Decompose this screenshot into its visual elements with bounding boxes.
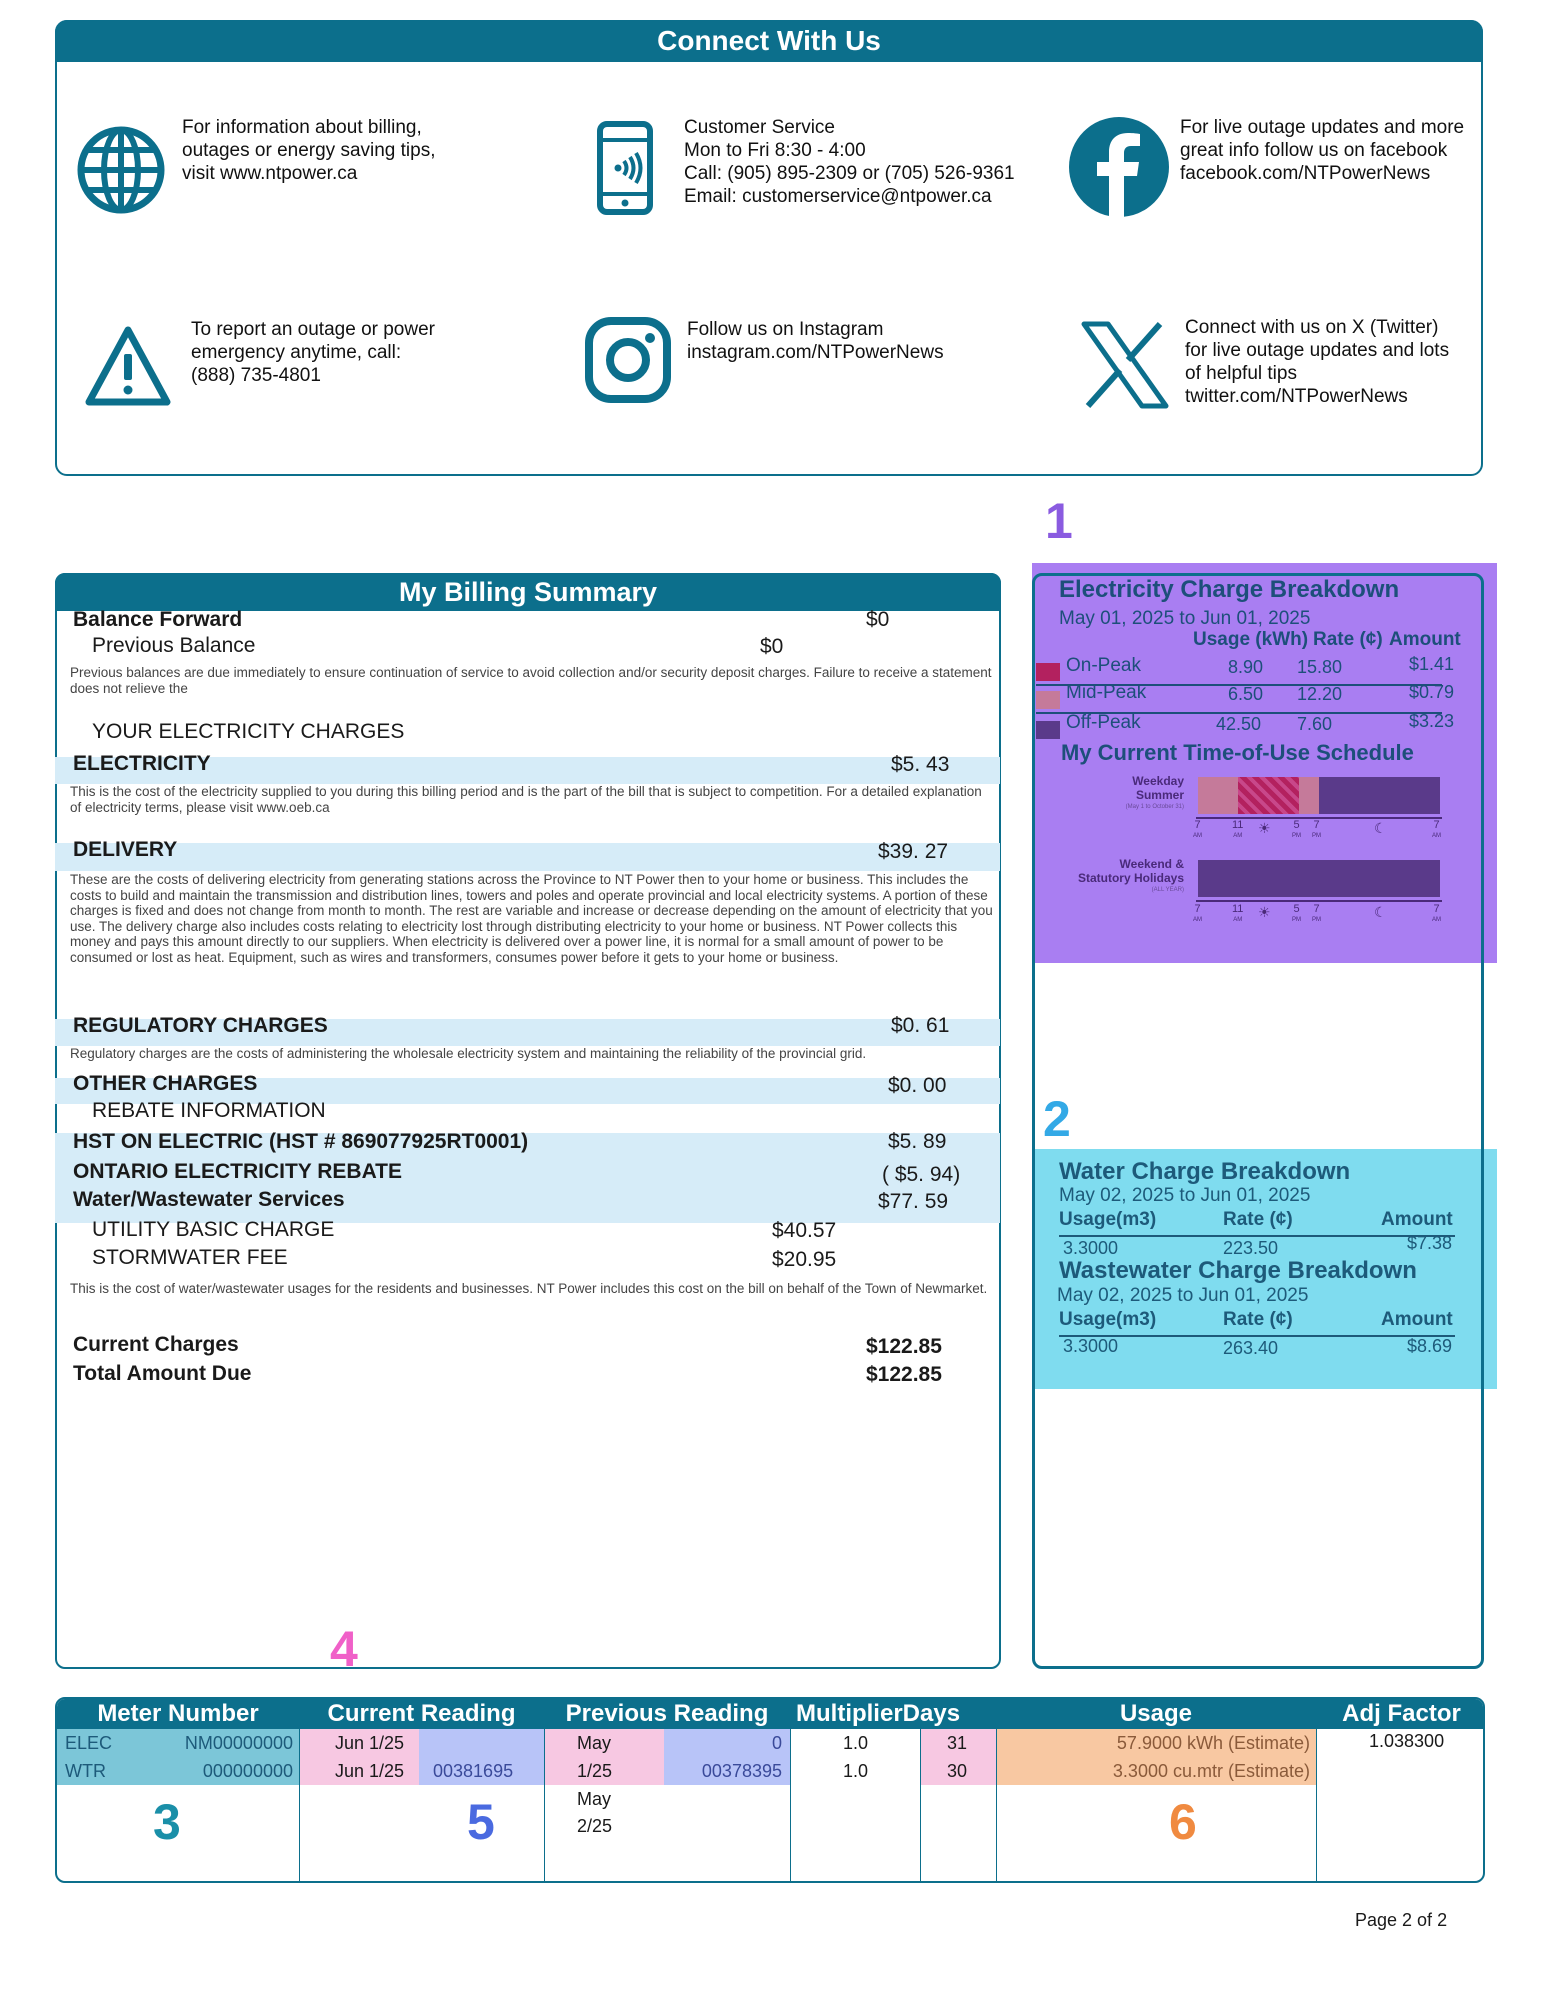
water-col-amount: Amount (1381, 1209, 1453, 1230)
previous-reading-date: May (577, 1733, 612, 1753)
tick-value: 5 (1293, 819, 1300, 831)
water-rate: 223.50 (1223, 1238, 1279, 1258)
water-col-rate: Rate (¢) (1223, 1209, 1293, 1230)
warning-icon (84, 324, 172, 408)
tick-sub: AM (1193, 917, 1202, 923)
weekday-label (1120, 774, 1184, 802)
facebook-icon (1068, 116, 1170, 218)
mid-peak-swatch (1036, 691, 1060, 709)
meter-reading-table (55, 1697, 1485, 1883)
wastewater-usage: 3.3000 (1063, 1336, 1119, 1356)
connect-title: Connect With Us (55, 20, 1483, 62)
tou-tick (1312, 904, 1321, 926)
wastewater-col-rate: Rate (¢) (1223, 1309, 1293, 1330)
previous-balance-value: $0 (760, 635, 784, 658)
column-divider (299, 1729, 300, 1881)
tou-tick (1232, 904, 1243, 926)
moon-icon: ☾ (1374, 904, 1387, 920)
tick-sub: AM (1193, 833, 1202, 839)
tou-on-peak-bar (1238, 777, 1299, 814)
wastewater-col-amount: Amount (1381, 1309, 1453, 1330)
weekend-label-line: Weekend & (1119, 857, 1184, 871)
column-divider (920, 1729, 921, 1881)
tou-mid-peak-bar (1198, 777, 1238, 814)
adj-factor-value: 1.038300 (1369, 1731, 1445, 1751)
water-col-usage: Usage(m3) (1059, 1209, 1157, 1230)
total-amount-due-label: Total Amount Due (73, 1362, 252, 1385)
row-divider (1059, 1235, 1455, 1237)
previous-reading-value: 00378395 (701, 1761, 782, 1781)
tick-sub: AM (1432, 917, 1441, 923)
column-divider (790, 1729, 791, 1881)
electricity-note: This is the cost of the electricity supplied to you during this billing period and is the part of the bill that is subject to competition. For a detailed explanation of electricity terms, please visit www.oeb.ca (70, 784, 982, 815)
current-reading-date: Jun 1/25 (335, 1733, 405, 1753)
current-reading-value: 00381695 (433, 1761, 514, 1781)
water-usage: 3.3000 (1063, 1238, 1119, 1258)
wastewater-breakdown-period: May 02, 2025 to Jun 01, 2025 (1057, 1285, 1309, 1306)
tick-value: 7 (1433, 819, 1440, 831)
water-amount: $7.38 (1407, 1233, 1453, 1253)
water-breakdown-title: Water Charge Breakdown (1059, 1158, 1351, 1185)
sun-icon: ☀ (1258, 820, 1271, 836)
connect-facebook-text (1180, 116, 1464, 185)
weekday-label-line: Weekday (1132, 774, 1184, 788)
utility-basic-charge-value: $40.57 (772, 1219, 837, 1242)
column-divider (1316, 1729, 1317, 1881)
weekday-label-line: Summer (1135, 788, 1184, 802)
multiplier: 1.0 (843, 1733, 869, 1753)
connect-instagram-text (687, 318, 944, 364)
off-peak-amount: $3.23 (1409, 711, 1455, 731)
mid-peak-amount: $0.79 (1409, 682, 1455, 702)
tick-value: 11 (1232, 819, 1244, 831)
days: 31 (947, 1733, 968, 1753)
header-usage: Usage (996, 1699, 1316, 1729)
current-charges-label: Current Charges (73, 1333, 239, 1356)
tick-value: 11 (1232, 903, 1244, 915)
col-usage-kwh: Usage (kWh) (1193, 629, 1309, 650)
regulatory-value: $0. 61 (891, 1014, 950, 1037)
electricity-breakdown-title: Electricity Charge Breakdown (1059, 576, 1400, 603)
meter-type: ELEC (65, 1733, 113, 1753)
tick-sub: AM (1233, 833, 1243, 839)
wastewater-rate: 263.40 (1223, 1338, 1279, 1358)
current-reading-date: Jun 1/25 (335, 1761, 405, 1781)
off-peak-rate: 7.60 (1297, 714, 1333, 734)
charge-breakdown-panel (1032, 573, 1484, 1669)
balance-forward-label: Balance Forward (73, 608, 243, 631)
water-services-value: $77. 59 (878, 1190, 949, 1213)
header-adj-factor: Adj Factor (1316, 1699, 1485, 1729)
tick-value: 7 (1313, 819, 1320, 831)
meter-id: 000000000 (202, 1761, 293, 1781)
delivery-band (55, 843, 1000, 871)
previous-reading-value: 0 (771, 1733, 782, 1753)
marker-5: 5 (467, 1794, 495, 1850)
marker-3: 3 (153, 1794, 181, 1850)
tou-weekend-off-peak-bar (1198, 860, 1440, 897)
text-line: For live outage updates and more (1180, 117, 1465, 138)
wastewater-amount: $8.69 (1407, 1336, 1453, 1356)
row-divider (1059, 1335, 1455, 1337)
tou-mid-peak-bar (1299, 777, 1319, 814)
tick-value: 7 (1313, 903, 1320, 915)
ontario-electricity-rebate-value: ( $5. 94) (882, 1163, 961, 1186)
usage-value: 57.9000 kWh (Estimate) (1116, 1733, 1310, 1753)
x-twitter-icon (1080, 320, 1170, 410)
sun-icon: ☀ (1258, 904, 1271, 920)
tick-sub: AM (1432, 833, 1441, 839)
mid-peak-label: Mid-Peak (1066, 682, 1147, 703)
on-peak-usage: 8.90 (1228, 657, 1264, 677)
text-line[interactable]: instagram.com/NTPowerNews (687, 342, 944, 363)
utility-basic-charge-label: UTILITY BASIC CHARGE (92, 1218, 335, 1241)
on-peak-label: On-Peak (1066, 655, 1141, 676)
text-line: To report an outage or power (191, 319, 435, 340)
phone-icon (596, 120, 654, 216)
connect-twitter-text (1185, 316, 1449, 408)
on-peak-amount: $1.41 (1409, 654, 1455, 674)
rebate-information-heading: REBATE INFORMATION (92, 1099, 326, 1122)
text-line: for live outage updates and lots (1185, 340, 1450, 361)
tick-sub: AM (1233, 917, 1243, 923)
tick-value: 7 (1194, 819, 1201, 831)
text-line: Follow us on Instagram (687, 319, 884, 340)
text-line[interactable]: (888) 735-4801 (191, 365, 321, 386)
header-multiplier-days: MultiplierDays (790, 1699, 996, 1729)
off-peak-swatch (1036, 721, 1060, 739)
ontario-electricity-rebate-label: ONTARIO ELECTRICITY REBATE (73, 1160, 403, 1183)
tick-sub: PM (1312, 917, 1321, 923)
text-line: Customer Service (684, 117, 835, 138)
your-electricity-charges-heading: YOUR ELECTRICITY CHARGES (92, 720, 405, 743)
on-peak-rate: 15.80 (1297, 657, 1343, 677)
tou-tick (1193, 820, 1202, 842)
text-line: Mon to Fri 8:30 - 4:00 (684, 140, 866, 161)
other-charges-label: OTHER CHARGES (73, 1072, 258, 1095)
wastewater-col-usage: Usage(m3) (1059, 1309, 1157, 1330)
tou-tick (1432, 820, 1441, 842)
stormwater-fee-value: $20.95 (772, 1248, 837, 1271)
text-line: Connect with us on X (Twitter) (1185, 317, 1439, 338)
text-line: great info follow us on facebook (1180, 140, 1448, 161)
column-divider (996, 1729, 997, 1881)
water-breakdown-period: May 02, 2025 to Jun 01, 2025 (1059, 1185, 1311, 1206)
delivery-note: These are the costs of delivering electricity from generating stations across the Province to NT Power then to your home or business. This includes the costs to build and maintain the transmission and distribution lines, towers and poles and operate provincial and local electricity systems. A portion of these charges is fixed and does not change from month to month. The rest are variable and increase or decrease depending on the amount of electricity that you use. The delivery charge also includes costs relating to electricity lost through distributing electricity to your home or business. NT Power collects this money and pays this amount directly to our suppliers. When electricity is delivered over a power line, it is normal for a small amount of power to be consumed or lost as heat. Equipment, such as wires and transformers, consumes power before it gets to your home or business. (70, 872, 993, 965)
tou-axis (1196, 900, 1442, 902)
tick-value: 7 (1433, 903, 1440, 915)
header-meter-number: Meter Number (57, 1699, 299, 1729)
text-line: emergency anytime, call: (191, 342, 402, 363)
weekday-note: (May 1 to October 31) (1125, 804, 1184, 810)
connect-outage-text (191, 318, 435, 387)
header-current-reading: Current Reading (299, 1699, 544, 1729)
tou-tick (1292, 904, 1301, 926)
previous-reading-date: 1/25 (577, 1761, 613, 1781)
water-note: This is the cost of water/wastewater usages for the residents and businesses. NT Power includes this cost on the bill on behalf of the Town of Newmarket. (70, 1281, 988, 1296)
billing-summary-title: My Billing Summary (55, 573, 1001, 611)
tou-off-peak-bar (1319, 777, 1440, 814)
off-peak-label: Off-Peak (1066, 712, 1141, 733)
days: 30 (947, 1761, 968, 1781)
tick-sub: PM (1312, 833, 1321, 839)
tou-tick (1432, 904, 1441, 926)
electricity-breakdown-period: May 01, 2025 to Jun 01, 2025 (1059, 608, 1311, 629)
delivery-label: DELIVERY (73, 838, 178, 861)
col-rate: Rate (¢) (1313, 629, 1383, 650)
tick-value: 7 (1194, 903, 1201, 915)
mid-peak-rate: 12.20 (1297, 684, 1343, 704)
previous-reading-date-extra: May (577, 1789, 612, 1809)
wastewater-breakdown-title: Wastewater Charge Breakdown (1059, 1257, 1417, 1284)
tick-value: 5 (1293, 903, 1300, 915)
mid-peak-usage: 6.50 (1228, 684, 1264, 704)
weekend-note: (ALL YEAR) (1151, 887, 1184, 893)
tick-sub: PM (1292, 917, 1301, 923)
marker-1: 1 (1045, 493, 1073, 549)
col-amount: Amount (1389, 629, 1461, 650)
text-line[interactable]: Email: customerservice@ntpower.ca (684, 186, 992, 207)
electricity-label: ELECTRICITY (73, 752, 211, 775)
on-peak-swatch (1036, 663, 1060, 681)
stormwater-fee-label: STORMWATER FEE (92, 1246, 288, 1269)
header-previous-reading: Previous Reading (544, 1699, 790, 1729)
tou-schedule-title: My Current Time-of-Use Schedule (1061, 740, 1414, 765)
balance-note: Previous balances are due immediately to ensure continuation of service to avoid collection and/or security deposit charges. Failure to receive a statement does not relieve the (70, 665, 992, 696)
text-line: outages or energy saving tips, (182, 140, 436, 161)
multiplier: 1.0 (843, 1761, 869, 1781)
tou-tick (1232, 820, 1243, 842)
previous-balance-label: Previous Balance (92, 634, 256, 657)
text-line: of helpful tips (1185, 363, 1297, 384)
instagram-icon (584, 316, 672, 404)
water-services-label: Water/Wastewater Services (73, 1188, 345, 1211)
text-line[interactable]: facebook.com/NTPowerNews (1180, 163, 1431, 184)
electricity-value: $5. 43 (891, 753, 950, 776)
meter-id: NM00000000 (184, 1733, 293, 1753)
previous-reading-date-extra: 2/25 (577, 1816, 613, 1836)
off-peak-usage: 42.50 (1216, 714, 1262, 734)
current-charges-value: $122.85 (866, 1335, 942, 1358)
text-line[interactable]: twitter.com/NTPowerNews (1185, 386, 1408, 407)
tou-tick (1312, 820, 1321, 842)
connect-customer-service-text (684, 116, 1015, 208)
other-charges-value: $0. 00 (888, 1074, 947, 1097)
delivery-value: $39. 27 (878, 840, 949, 863)
regulatory-label: REGULATORY CHARGES (73, 1014, 328, 1037)
text-line[interactable]: Call: (905) 895-2309 or (705) 526-9361 (684, 163, 1015, 184)
marker-4: 4 (330, 1621, 358, 1677)
weekend-label (1060, 857, 1184, 885)
moon-icon: ☾ (1374, 820, 1387, 836)
weekend-label-line: Statutory Holidays (1077, 871, 1184, 885)
tou-tick (1193, 904, 1202, 926)
page-number: Page 2 of 2 (1355, 1910, 1448, 1930)
globe-icon (76, 124, 166, 216)
marker-6: 6 (1169, 1794, 1197, 1850)
hst-label: HST ON ELECTRIC (HST # 869077925RT0001) (73, 1130, 529, 1153)
column-divider (544, 1729, 545, 1881)
tou-tick (1292, 820, 1301, 842)
total-amount-due-value: $122.85 (866, 1363, 942, 1386)
usage-value: 3.3000 cu.mtr (Estimate) (1112, 1761, 1310, 1781)
regulatory-note: Regulatory charges are the costs of administering the wholesale electricity system and maintaining the reliability of the provincial grid. (70, 1046, 867, 1061)
meter-type: WTR (65, 1761, 106, 1781)
text-line[interactable]: visit www.ntpower.ca (182, 163, 358, 184)
hst-value: $5. 89 (888, 1130, 947, 1153)
tick-sub: PM (1292, 833, 1301, 839)
text-line: For information about billing, (182, 117, 422, 138)
marker-2: 2 (1043, 1091, 1071, 1147)
connect-website-text (182, 116, 436, 185)
balance-forward-value: $0 (866, 608, 890, 631)
